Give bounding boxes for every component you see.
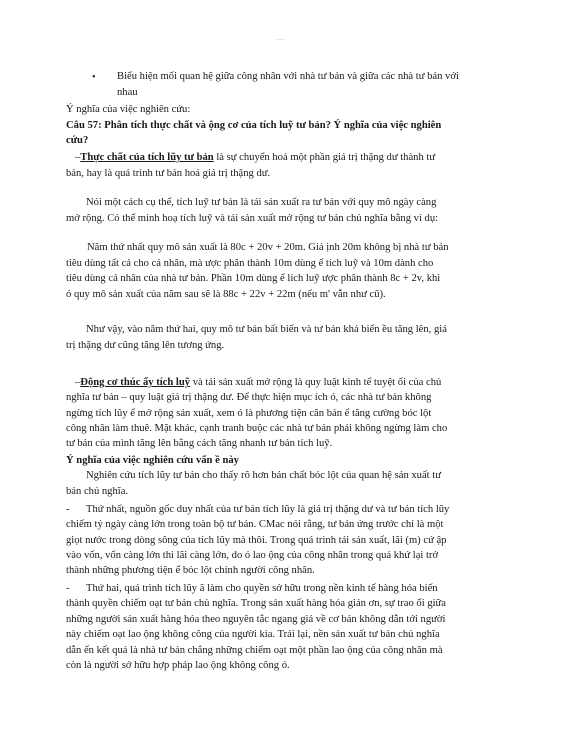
essence-paragraph-line: bản, hay là quá trình tư bản hoá giá trị thặng dư. <box>66 168 271 179</box>
section-heading-meaning-2: Ý nghĩa của việc nghiên cứu vấn ề này <box>66 455 239 466</box>
point-first-line: thành những phương tiện ể bóc lột chính người công nhân. <box>66 565 315 576</box>
motive-paragraph-line: nghĩa tư bản – quy luật giá trị thặng dư. Để thực hiện mục ích ó, các nhà tư bản không <box>66 392 432 403</box>
point-second-line: này chiếm oạt lao ộng không công của người kia. Trái lại, nền sản xuất tư bản chủ nghĩa <box>66 629 440 640</box>
second-year-paragraph-line: trị thặng dư cũng tăng lên tương ứng. <box>66 340 225 351</box>
second-year-paragraph-line: Như vậy, vào năm thứ hai, quy mô tư bản bất biến và tư bản khả biến ều tăng lên, giá <box>86 324 447 335</box>
example-paragraph-line: Năm thứ nhất quy mô sản xuất là 80c + 20v + 20m. Giả ịnh 20m không bị nhà tư bản <box>87 242 449 253</box>
meaning-paragraph-line: bản chủ nghĩa. <box>66 486 129 497</box>
page-header-mark: ----- <box>276 37 286 42</box>
example-paragraph-line: tiêu dùng tất cả cho cá nhân, mà ược phân thành 10m dùng ể tích luỹ và 10m dành cho <box>66 258 434 269</box>
reproduction-paragraph-line: Nói một cách cụ thể, tích luỹ tư bản là tái sản xuất ra tư bản với quy mô ngày càng <box>86 197 437 208</box>
dash-prefix: – <box>75 377 81 388</box>
point-first-line: giọt nước trong dòng sông của tích lũy mà thôi. Trong quá trình tái sản xuất, lãi (m) cứ ập <box>66 535 447 546</box>
point-second-line: thành quyền chiếm oạt tư bản chủ nghĩa. Trong sản xuất hàng hóa giản ơn, sự trao ổi giữa <box>66 598 447 609</box>
point-second-line: những người sản xuất hàng hóa theo nguyên tắc ngang giá về cơ bản không dẫn tới người <box>66 614 446 625</box>
essence-text: là sự chuyển hoá một phần giá trị thặng dư thành tư <box>213 152 436 163</box>
motive-term: Động cơ thúc ẩy tích luỹ <box>80 377 191 388</box>
essence-paragraph-line <box>75 151 435 164</box>
point-second-line: Thứ hai, quá trình tích lũy ã làm cho quyền sở hữu trong nền kinh tế hàng hóa biến <box>86 583 438 594</box>
bullet-text-line: Biểu hiện mối quan hệ giữa công nhân với nhà tư bản và giữa các nhà tư bản với <box>117 71 459 82</box>
point-first-line: Thứ nhất, nguồn gốc duy nhất của tư bản tích lũy là giá trị thặng dư và tư bản tích lũy <box>86 504 450 515</box>
bullet-text-line: nhau <box>117 87 138 98</box>
point-second-line: còn là người sở hữu hợp pháp lao ộng không công ó. <box>66 660 290 671</box>
motive-text: và tái sản xuất mở rộng là quy luật kinh tế tuyệt ối của chủ <box>190 377 442 388</box>
motive-paragraph-line: tư bản của mình tăng lên bằng cách tăng nhanh tư bản tích luỹ. <box>66 438 333 449</box>
question-title-cont: cứu? <box>66 135 89 146</box>
point-first-line: vào vốn, vốn càng lớn thì lãi càng lớn, do ó lao ộng của công nhân trong quá khứ lại trở <box>66 550 439 561</box>
motive-paragraph-line <box>75 376 441 389</box>
dash-prefix: – <box>75 152 81 163</box>
essence-term: Thực chất của tích lũy tư bản <box>80 152 214 163</box>
motive-paragraph-line: ngừng tích lũy ể mở rộng sản xuất, xem ó là phương tiện căn bản ể tăng cường bóc lột <box>66 408 432 419</box>
point-first-dash: - <box>66 504 70 515</box>
point-first-line: chiếm tỷ ngày càng lớn trong toàn bộ tư bản. CMac nói rằng, tư bản ứng trước chỉ là một <box>66 519 444 530</box>
question-title: Câu 57: Phân tích thực chất và ộng cơ của tích luỹ tư bản? Ý nghĩa của việc nghiên <box>66 120 442 131</box>
example-paragraph-line: tiêu dùng cá nhân của nhà tư bản. Phần 10m dùng ể lích luỹ ược phân thành 8c + 2v, khi <box>66 273 441 284</box>
point-second-line: dẫn ến kết quả là nhà tư bản chẳng những chiếm oạt một phần lao ộng của công nhân mà <box>66 645 443 656</box>
meaning-paragraph-line: Nghiên cứu tích lũy tư bản cho thấy rõ hơn bản chất bóc lột của quan hệ sản xuất tư <box>86 470 441 481</box>
point-second-dash: - <box>66 583 70 594</box>
motive-paragraph-line: công nhân làm thuê. Mặt khác, cạnh tranh buộc các nhà tư bản phải không ngừng làm cho <box>66 423 448 434</box>
example-paragraph-line: ó quy mô sản xuất của năm sau sẽ là 88c + 22v + 22m (nếu m' vẫn như cũ). <box>66 289 386 300</box>
bullet-icon: • <box>92 72 96 83</box>
section-heading-meaning: Ý nghĩa của việc nghiên cứu: <box>66 104 191 115</box>
reproduction-paragraph-line: mở rộng. Có thể minh hoạ tích luỹ và tái sản xuất mở rộng tư bản chủ nghĩa bằng ví dụ: <box>66 213 439 224</box>
